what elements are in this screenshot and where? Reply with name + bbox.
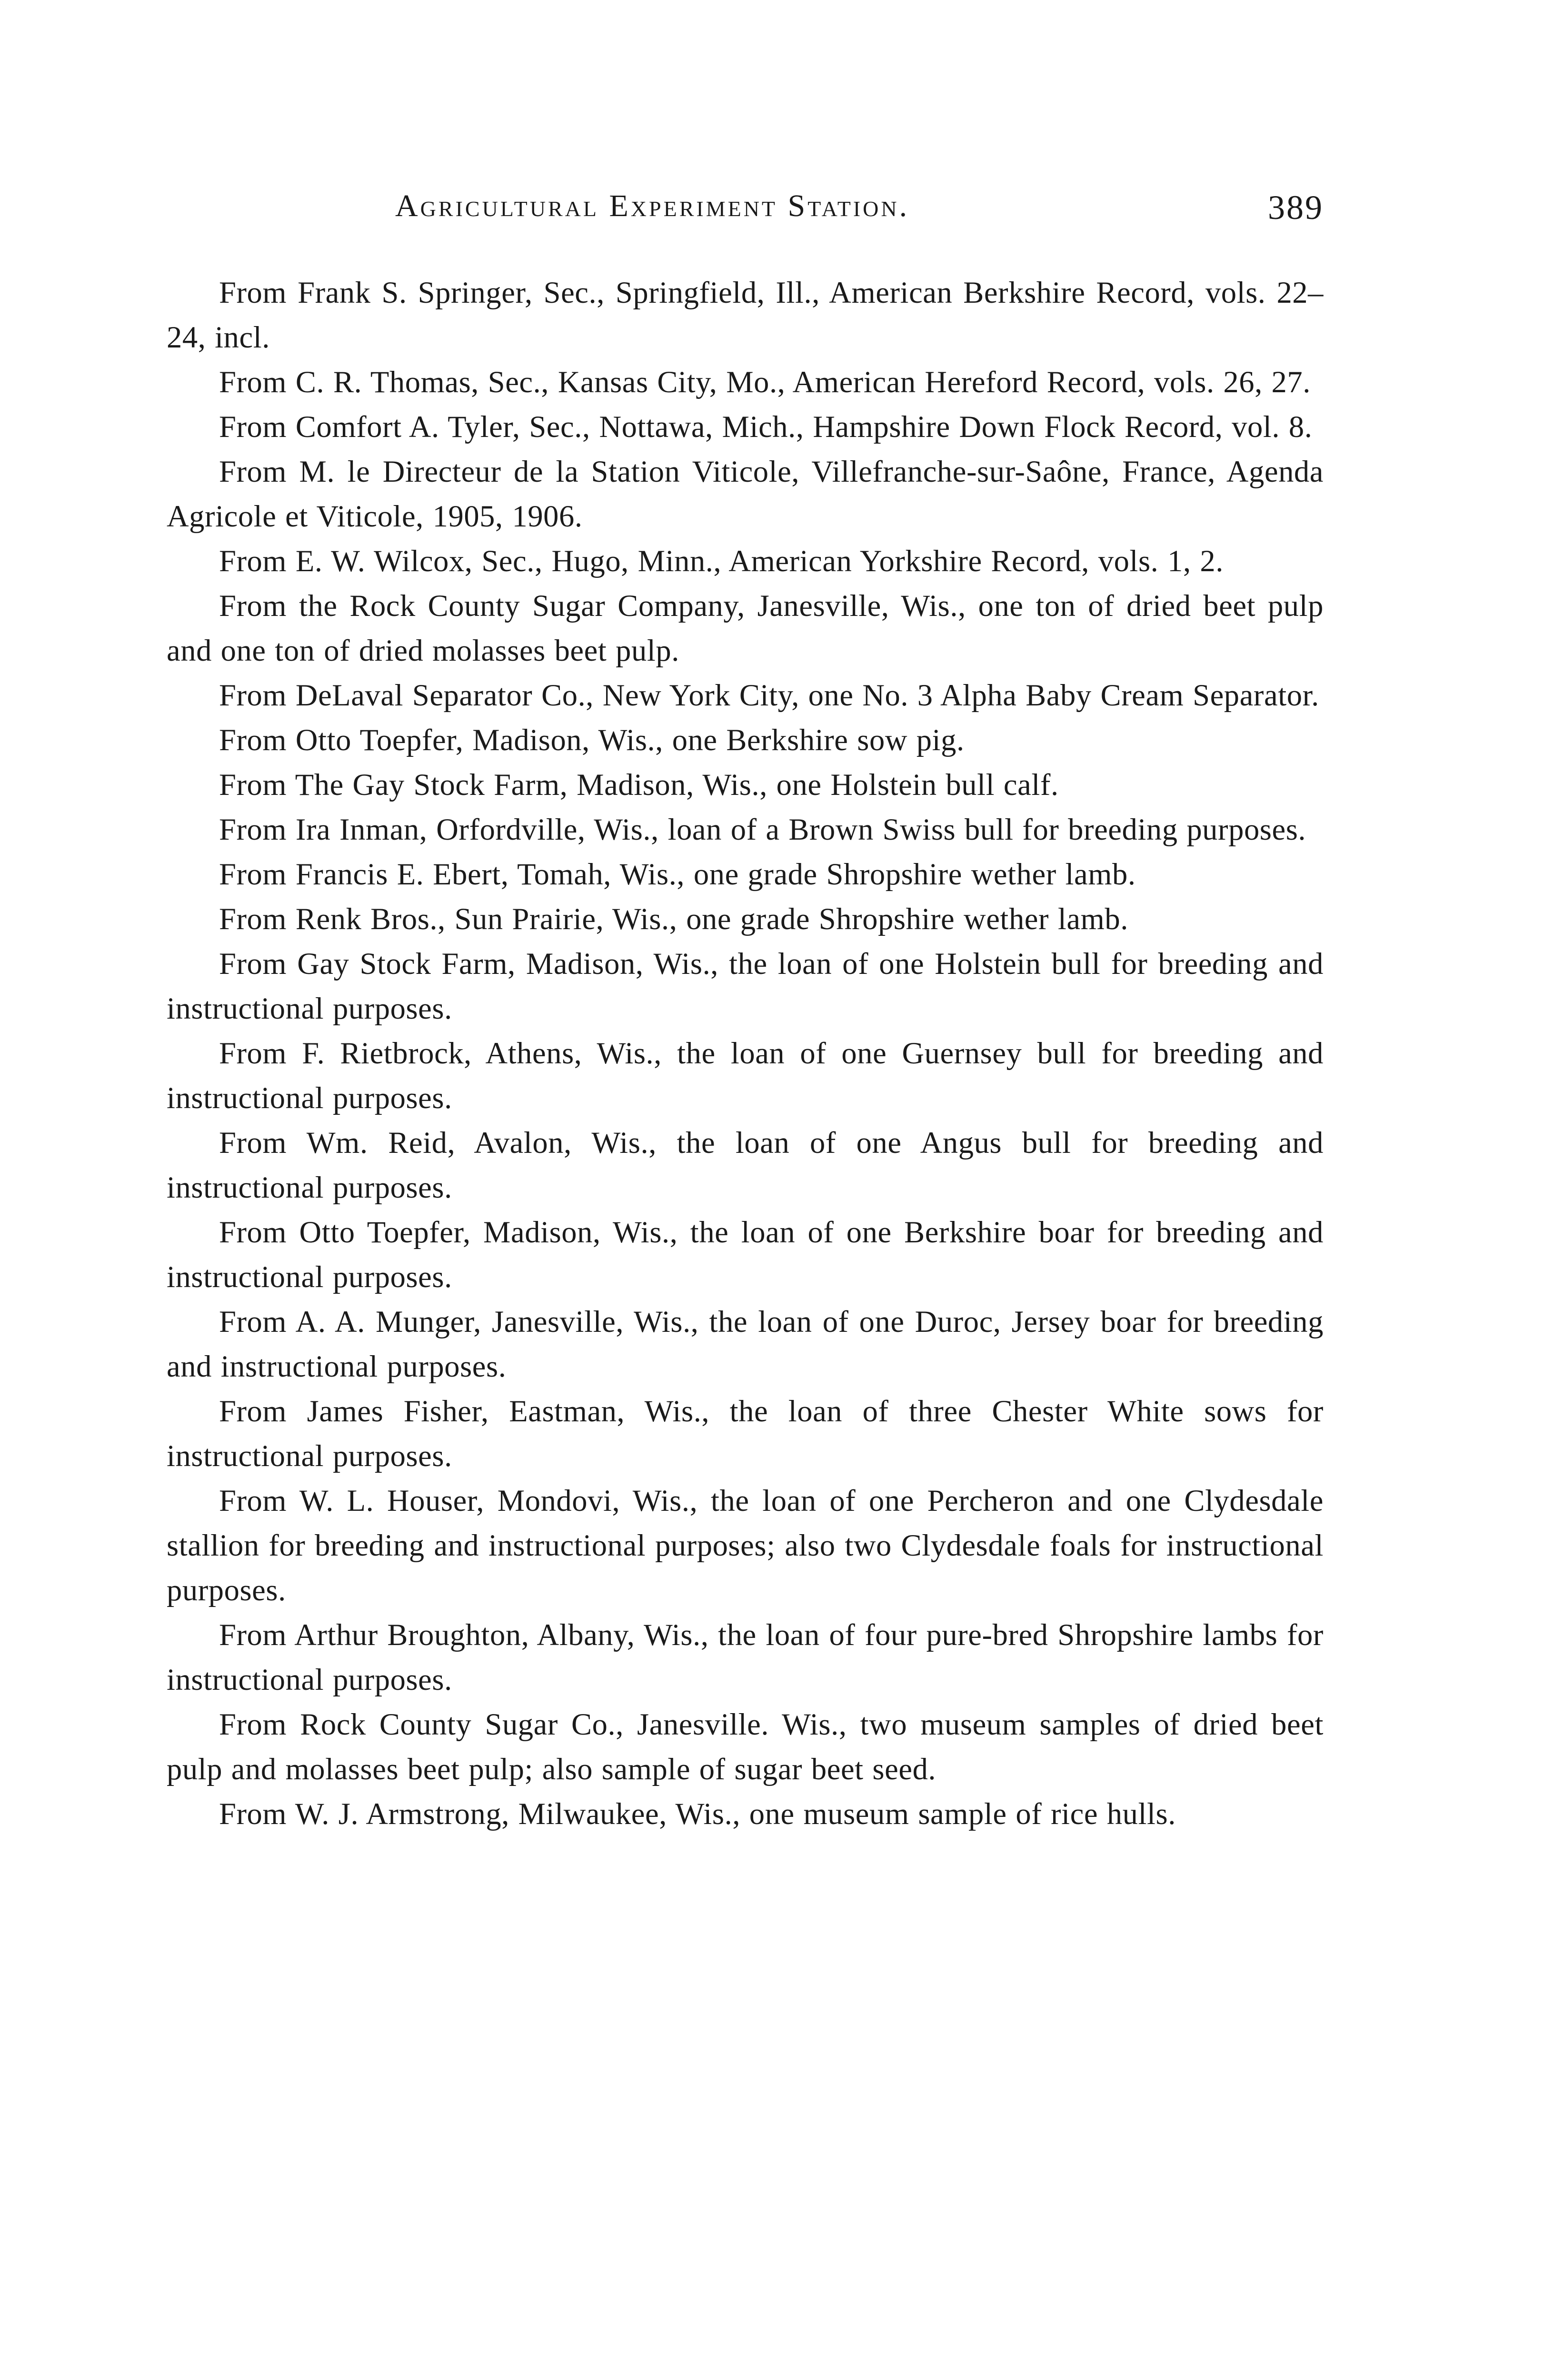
list-item: From F. Rietbrock, Athens, Wis., the loan of one Guernsey bull for breeding and instructional purposes. bbox=[167, 1036, 1324, 1115]
list-item: From E. W. Wilcox, Sec., Hugo, Minn., American Yorkshire Record, vols. 1, 2. bbox=[219, 544, 1224, 578]
running-title: Agricultural Experiment Station. bbox=[395, 188, 910, 223]
list-item: From Francis E. Ebert, Tomah, Wis., one grade Shropshire wether lamb. bbox=[219, 857, 1136, 891]
list-item: From W. J. Armstrong, Milwaukee, Wis., one museum sample of rice hulls. bbox=[219, 1797, 1176, 1831]
list-item: From Gay Stock Farm, Madison, Wis., the loan of one Holstein bull for breeding and instructional purposes. bbox=[167, 947, 1324, 1025]
list-item: From M. le Directeur de la Station Viticole, Villefranche-sur-Saône, France, Agenda Agricole et Viticole, 1905, 1906. bbox=[167, 455, 1324, 533]
list-item: From Renk Bros., Sun Prairie, Wis., one grade Shropshire wether lamb. bbox=[219, 902, 1128, 936]
list-item: From the Rock County Sugar Company, Janesville, Wis., one ton of dried beet pulp and one ton of dried molasses beet pulp. bbox=[167, 589, 1324, 667]
list-item: From Arthur Broughton, Albany, Wis., the loan of four pure-bred Shropshire lambs for instructional purposes. bbox=[167, 1618, 1324, 1696]
list-item: From The Gay Stock Farm, Madison, Wis., one Holstein bull calf. bbox=[219, 768, 1059, 802]
list-item: From James Fisher, Eastman, Wis., the loan of three Chester White sows for instructional purposes. bbox=[167, 1394, 1324, 1473]
list-item: From Otto Toepfer, Madison, Wis., the loan of one Berkshire boar for breeding and instructional purposes. bbox=[167, 1215, 1324, 1294]
list-item: From Rock County Sugar Co., Janesville. Wis., two museum samples of dried beet pulp and molasses beet pulp; also sample of sugar beet seed. bbox=[167, 1707, 1324, 1786]
list-item: From C. R. Thomas, Sec., Kansas City, Mo., American Hereford Record, vols. 26, 27. bbox=[219, 365, 1311, 399]
list-item: From Otto Toepfer, Madison, Wis., one Berkshire sow pig. bbox=[219, 723, 965, 757]
list-item: From DeLaval Separator Co., New York City, one No. 3 Alpha Baby Cream Separator. bbox=[219, 678, 1319, 712]
acknowledgement-list bbox=[167, 270, 1324, 1836]
page-number: 389 bbox=[1268, 188, 1324, 227]
list-item: From W. L. Houser, Mondovi, Wis., the loan of one Percheron and one Clydesdale stallion for breeding and instructional purposes; also two Clydesdale foals for instructional purposes. bbox=[167, 1484, 1324, 1607]
list-item: From Frank S. Springer, Sec., Springfield, Ill., American Berkshire Record, vols. 22–24, incl. bbox=[167, 276, 1324, 354]
list-item: From Ira Inman, Orfordville, Wis., loan of a Brown Swiss bull for breeding purposes. bbox=[219, 813, 1306, 846]
page-header bbox=[395, 188, 1324, 245]
list-item: From Wm. Reid, Avalon, Wis., the loan of one Angus bull for breeding and instructional purposes. bbox=[167, 1126, 1324, 1204]
list-item: From A. A. Munger, Janesville, Wis., the loan of one Duroc, Jersey boar for breeding and instructional purposes. bbox=[167, 1305, 1324, 1383]
list-item: From Comfort A. Tyler, Sec., Nottawa, Mich., Hampshire Down Flock Record, vol. 8. bbox=[219, 410, 1313, 444]
